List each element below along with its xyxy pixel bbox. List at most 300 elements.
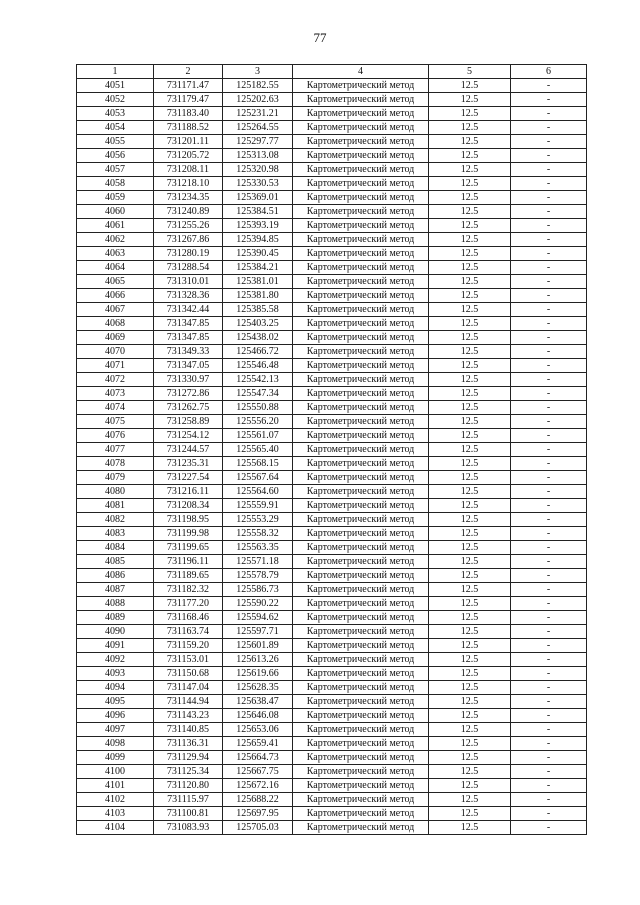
point-number-cell: 4056 <box>77 149 154 163</box>
point-number-cell: 4055 <box>77 135 154 149</box>
table-row <box>77 107 587 121</box>
method-cell: Картометрический метод <box>293 723 429 737</box>
accuracy-cell: 12.5 <box>429 331 511 345</box>
x-coordinate-cell: 731198.95 <box>154 513 223 527</box>
accuracy-cell: 12.5 <box>429 387 511 401</box>
accuracy-cell: 12.5 <box>429 219 511 233</box>
note-cell: - <box>511 597 587 611</box>
method-cell: Картометрический метод <box>293 583 429 597</box>
accuracy-cell: 12.5 <box>429 653 511 667</box>
table-row <box>77 499 587 513</box>
point-number-cell: 4100 <box>77 765 154 779</box>
note-cell: - <box>511 569 587 583</box>
point-number-cell: 4058 <box>77 177 154 191</box>
method-cell: Картометрический метод <box>293 345 429 359</box>
y-coordinate-cell: 125202.63 <box>223 93 293 107</box>
point-number-cell: 4068 <box>77 317 154 331</box>
table-row <box>77 751 587 765</box>
y-coordinate-cell: 125381.01 <box>223 275 293 289</box>
note-cell: - <box>511 107 587 121</box>
point-number-cell: 4066 <box>77 289 154 303</box>
y-coordinate-cell: 125664.73 <box>223 751 293 765</box>
point-number-cell: 4104 <box>77 821 154 835</box>
note-cell: - <box>511 779 587 793</box>
point-number-cell: 4063 <box>77 247 154 261</box>
accuracy-cell: 12.5 <box>429 373 511 387</box>
note-cell: - <box>511 317 587 331</box>
table-row <box>77 93 587 107</box>
table-row <box>77 163 587 177</box>
y-coordinate-cell: 125547.34 <box>223 387 293 401</box>
x-coordinate-cell: 731083.93 <box>154 821 223 835</box>
note-cell: - <box>511 261 587 275</box>
x-coordinate-cell: 731328.36 <box>154 289 223 303</box>
note-cell: - <box>511 135 587 149</box>
method-cell: Картометрический метод <box>293 513 429 527</box>
y-coordinate-cell: 125438.02 <box>223 331 293 345</box>
method-cell: Картометрический метод <box>293 317 429 331</box>
header-row <box>77 65 587 79</box>
table-row <box>77 485 587 499</box>
table-row <box>77 737 587 751</box>
x-coordinate-cell: 731227.54 <box>154 471 223 485</box>
note-cell: - <box>511 177 587 191</box>
note-cell: - <box>511 793 587 807</box>
x-coordinate-cell: 731189.65 <box>154 569 223 583</box>
coordinates-table <box>76 64 587 835</box>
accuracy-cell: 12.5 <box>429 415 511 429</box>
point-number-cell: 4077 <box>77 443 154 457</box>
note-cell: - <box>511 737 587 751</box>
table-row <box>77 289 587 303</box>
x-coordinate-cell: 731163.74 <box>154 625 223 639</box>
y-coordinate-cell: 125601.89 <box>223 639 293 653</box>
y-coordinate-cell: 125578.79 <box>223 569 293 583</box>
y-coordinate-cell: 125590.22 <box>223 597 293 611</box>
method-cell: Картометрический метод <box>293 219 429 233</box>
x-coordinate-cell: 731125.34 <box>154 765 223 779</box>
method-cell: Картометрический метод <box>293 177 429 191</box>
x-coordinate-cell: 731280.19 <box>154 247 223 261</box>
note-cell: - <box>511 625 587 639</box>
note-cell: - <box>511 247 587 261</box>
accuracy-cell: 12.5 <box>429 359 511 373</box>
note-cell: - <box>511 485 587 499</box>
point-number-cell: 4093 <box>77 667 154 681</box>
note-cell: - <box>511 583 587 597</box>
y-coordinate-cell: 125394.85 <box>223 233 293 247</box>
method-cell: Картометрический метод <box>293 107 429 121</box>
accuracy-cell: 12.5 <box>429 317 511 331</box>
y-coordinate-cell: 125697.95 <box>223 807 293 821</box>
method-cell: Картометрический метод <box>293 639 429 653</box>
note-cell: - <box>511 219 587 233</box>
note-cell: - <box>511 751 587 765</box>
method-cell: Картометрический метод <box>293 443 429 457</box>
table-row <box>77 583 587 597</box>
accuracy-cell: 12.5 <box>429 93 511 107</box>
y-coordinate-cell: 125559.91 <box>223 499 293 513</box>
accuracy-cell: 12.5 <box>429 541 511 555</box>
note-cell: - <box>511 163 587 177</box>
note-cell: - <box>511 331 587 345</box>
accuracy-cell: 12.5 <box>429 191 511 205</box>
table-row <box>77 695 587 709</box>
y-coordinate-cell: 125564.60 <box>223 485 293 499</box>
accuracy-cell: 12.5 <box>429 247 511 261</box>
x-coordinate-cell: 731136.31 <box>154 737 223 751</box>
point-number-cell: 4067 <box>77 303 154 317</box>
x-coordinate-cell: 731349.33 <box>154 345 223 359</box>
y-coordinate-cell: 125384.21 <box>223 261 293 275</box>
note-cell: - <box>511 359 587 373</box>
note-cell: - <box>511 205 587 219</box>
table-row <box>77 555 587 569</box>
point-number-cell: 4061 <box>77 219 154 233</box>
point-number-cell: 4101 <box>77 779 154 793</box>
y-coordinate-cell: 125297.77 <box>223 135 293 149</box>
note-cell: - <box>511 121 587 135</box>
x-coordinate-cell: 731199.65 <box>154 541 223 555</box>
table-body <box>77 79 587 835</box>
point-number-cell: 4074 <box>77 401 154 415</box>
method-cell: Картометрический метод <box>293 695 429 709</box>
x-coordinate-cell: 731153.01 <box>154 653 223 667</box>
method-cell: Картометрический метод <box>293 359 429 373</box>
y-coordinate-cell: 125672.16 <box>223 779 293 793</box>
x-coordinate-cell: 731143.23 <box>154 709 223 723</box>
y-coordinate-cell: 125688.22 <box>223 793 293 807</box>
table-row <box>77 821 587 835</box>
y-coordinate-cell: 125182.55 <box>223 79 293 93</box>
y-coordinate-cell: 125231.21 <box>223 107 293 121</box>
point-number-cell: 4094 <box>77 681 154 695</box>
table-row <box>77 667 587 681</box>
x-coordinate-cell: 731140.85 <box>154 723 223 737</box>
note-cell: - <box>511 233 587 247</box>
table-row <box>77 79 587 93</box>
note-cell: - <box>511 401 587 415</box>
accuracy-cell: 12.5 <box>429 527 511 541</box>
table-row <box>77 177 587 191</box>
table-row <box>77 401 587 415</box>
accuracy-cell: 12.5 <box>429 639 511 653</box>
point-number-cell: 4089 <box>77 611 154 625</box>
x-coordinate-cell: 731205.72 <box>154 149 223 163</box>
accuracy-cell: 12.5 <box>429 345 511 359</box>
method-cell: Картометрический метод <box>293 653 429 667</box>
x-coordinate-cell: 731201.11 <box>154 135 223 149</box>
method-cell: Картометрический метод <box>293 331 429 345</box>
accuracy-cell: 12.5 <box>429 149 511 163</box>
accuracy-cell: 12.5 <box>429 737 511 751</box>
x-coordinate-cell: 731240.89 <box>154 205 223 219</box>
y-coordinate-cell: 125546.48 <box>223 359 293 373</box>
column-header-6: 6 <box>511 65 587 79</box>
table-row <box>77 681 587 695</box>
x-coordinate-cell: 731258.89 <box>154 415 223 429</box>
table-row <box>77 709 587 723</box>
y-coordinate-cell: 125264.55 <box>223 121 293 135</box>
note-cell: - <box>511 555 587 569</box>
x-coordinate-cell: 731244.57 <box>154 443 223 457</box>
accuracy-cell: 12.5 <box>429 667 511 681</box>
method-cell: Картометрический метод <box>293 569 429 583</box>
x-coordinate-cell: 731267.86 <box>154 233 223 247</box>
note-cell: - <box>511 149 587 163</box>
x-coordinate-cell: 731254.12 <box>154 429 223 443</box>
x-coordinate-cell: 731208.11 <box>154 163 223 177</box>
method-cell: Картометрический метод <box>293 793 429 807</box>
accuracy-cell: 12.5 <box>429 163 511 177</box>
point-number-cell: 4081 <box>77 499 154 513</box>
point-number-cell: 4059 <box>77 191 154 205</box>
note-cell: - <box>511 275 587 289</box>
method-cell: Картометрический метод <box>293 247 429 261</box>
accuracy-cell: 12.5 <box>429 429 511 443</box>
point-number-cell: 4078 <box>77 457 154 471</box>
y-coordinate-cell: 125550.88 <box>223 401 293 415</box>
note-cell: - <box>511 415 587 429</box>
method-cell: Картометрический метод <box>293 261 429 275</box>
y-coordinate-cell: 125613.26 <box>223 653 293 667</box>
note-cell: - <box>511 387 587 401</box>
method-cell: Картометрический метод <box>293 499 429 513</box>
note-cell: - <box>511 765 587 779</box>
point-number-cell: 4070 <box>77 345 154 359</box>
y-coordinate-cell: 125393.19 <box>223 219 293 233</box>
column-header-4: 4 <box>293 65 429 79</box>
y-coordinate-cell: 125381.80 <box>223 289 293 303</box>
y-coordinate-cell: 125653.06 <box>223 723 293 737</box>
point-number-cell: 4086 <box>77 569 154 583</box>
y-coordinate-cell: 125586.73 <box>223 583 293 597</box>
x-coordinate-cell: 731347.85 <box>154 317 223 331</box>
accuracy-cell: 12.5 <box>429 289 511 303</box>
table-row <box>77 765 587 779</box>
table-row <box>77 653 587 667</box>
table-row <box>77 261 587 275</box>
y-coordinate-cell: 125568.15 <box>223 457 293 471</box>
point-number-cell: 4054 <box>77 121 154 135</box>
table-row <box>77 723 587 737</box>
point-number-cell: 4064 <box>77 261 154 275</box>
table-row <box>77 443 587 457</box>
y-coordinate-cell: 125597.71 <box>223 625 293 639</box>
method-cell: Картометрический метод <box>293 373 429 387</box>
note-cell: - <box>511 527 587 541</box>
point-number-cell: 4065 <box>77 275 154 289</box>
x-coordinate-cell: 731288.54 <box>154 261 223 275</box>
accuracy-cell: 12.5 <box>429 443 511 457</box>
point-number-cell: 4102 <box>77 793 154 807</box>
column-header-5: 5 <box>429 65 511 79</box>
method-cell: Картометрический метод <box>293 751 429 765</box>
x-coordinate-cell: 731159.20 <box>154 639 223 653</box>
accuracy-cell: 12.5 <box>429 751 511 765</box>
point-number-cell: 4088 <box>77 597 154 611</box>
x-coordinate-cell: 731310.01 <box>154 275 223 289</box>
x-coordinate-cell: 731255.26 <box>154 219 223 233</box>
y-coordinate-cell: 125369.01 <box>223 191 293 205</box>
table-row <box>77 303 587 317</box>
accuracy-cell: 12.5 <box>429 121 511 135</box>
note-cell: - <box>511 499 587 513</box>
table-row <box>77 513 587 527</box>
accuracy-cell: 12.5 <box>429 821 511 835</box>
table-row <box>77 471 587 485</box>
table-row <box>77 639 587 653</box>
x-coordinate-cell: 731342.44 <box>154 303 223 317</box>
x-coordinate-cell: 731129.94 <box>154 751 223 765</box>
x-coordinate-cell: 731235.31 <box>154 457 223 471</box>
method-cell: Картометрический метод <box>293 205 429 219</box>
y-coordinate-cell: 125330.53 <box>223 177 293 191</box>
x-coordinate-cell: 731179.47 <box>154 93 223 107</box>
point-number-cell: 4075 <box>77 415 154 429</box>
note-cell: - <box>511 709 587 723</box>
note-cell: - <box>511 289 587 303</box>
point-number-cell: 4051 <box>77 79 154 93</box>
y-coordinate-cell: 125403.25 <box>223 317 293 331</box>
y-coordinate-cell: 125563.35 <box>223 541 293 555</box>
point-number-cell: 4053 <box>77 107 154 121</box>
table-row <box>77 359 587 373</box>
method-cell: Картометрический метод <box>293 429 429 443</box>
method-cell: Картометрический метод <box>293 303 429 317</box>
y-coordinate-cell: 125390.45 <box>223 247 293 261</box>
note-cell: - <box>511 79 587 93</box>
y-coordinate-cell: 125320.98 <box>223 163 293 177</box>
x-coordinate-cell: 731120.80 <box>154 779 223 793</box>
point-number-cell: 4092 <box>77 653 154 667</box>
accuracy-cell: 12.5 <box>429 261 511 275</box>
point-number-cell: 4085 <box>77 555 154 569</box>
y-coordinate-cell: 125667.75 <box>223 765 293 779</box>
table-row <box>77 191 587 205</box>
accuracy-cell: 12.5 <box>429 471 511 485</box>
note-cell: - <box>511 471 587 485</box>
y-coordinate-cell: 125628.35 <box>223 681 293 695</box>
table-row <box>77 779 587 793</box>
table-row <box>77 275 587 289</box>
page-number: 77 <box>313 30 327 45</box>
table-row <box>77 415 587 429</box>
x-coordinate-cell: 731183.40 <box>154 107 223 121</box>
y-coordinate-cell: 125619.66 <box>223 667 293 681</box>
x-coordinate-cell: 731150.68 <box>154 667 223 681</box>
table-row <box>77 219 587 233</box>
table-row <box>77 331 587 345</box>
accuracy-cell: 12.5 <box>429 233 511 247</box>
point-number-cell: 4073 <box>77 387 154 401</box>
note-cell: - <box>511 807 587 821</box>
point-number-cell: 4057 <box>77 163 154 177</box>
y-coordinate-cell: 125705.03 <box>223 821 293 835</box>
method-cell: Картометрический метод <box>293 709 429 723</box>
note-cell: - <box>511 345 587 359</box>
y-coordinate-cell: 125558.32 <box>223 527 293 541</box>
table-row <box>77 205 587 219</box>
method-cell: Картометрический метод <box>293 275 429 289</box>
method-cell: Картометрический метод <box>293 79 429 93</box>
point-number-cell: 4083 <box>77 527 154 541</box>
method-cell: Картометрический метод <box>293 667 429 681</box>
accuracy-cell: 12.5 <box>429 303 511 317</box>
accuracy-cell: 12.5 <box>429 177 511 191</box>
accuracy-cell: 12.5 <box>429 513 511 527</box>
y-coordinate-cell: 125542.13 <box>223 373 293 387</box>
table-row <box>77 387 587 401</box>
accuracy-cell: 12.5 <box>429 79 511 93</box>
point-number-cell: 4090 <box>77 625 154 639</box>
x-coordinate-cell: 731171.47 <box>154 79 223 93</box>
point-number-cell: 4099 <box>77 751 154 765</box>
table-row <box>77 807 587 821</box>
method-cell: Картометрический метод <box>293 415 429 429</box>
method-cell: Картометрический метод <box>293 135 429 149</box>
point-number-cell: 4098 <box>77 737 154 751</box>
column-header-2: 2 <box>154 65 223 79</box>
method-cell: Картометрический метод <box>293 233 429 247</box>
note-cell: - <box>511 541 587 555</box>
method-cell: Картометрический метод <box>293 527 429 541</box>
note-cell: - <box>511 723 587 737</box>
x-coordinate-cell: 731199.98 <box>154 527 223 541</box>
y-coordinate-cell: 125561.07 <box>223 429 293 443</box>
point-number-cell: 4103 <box>77 807 154 821</box>
x-coordinate-cell: 731262.75 <box>154 401 223 415</box>
note-cell: - <box>511 513 587 527</box>
method-cell: Картометрический метод <box>293 149 429 163</box>
point-number-cell: 4060 <box>77 205 154 219</box>
method-cell: Картометрический метод <box>293 765 429 779</box>
point-number-cell: 4076 <box>77 429 154 443</box>
x-coordinate-cell: 731168.46 <box>154 611 223 625</box>
method-cell: Картометрический метод <box>293 779 429 793</box>
x-coordinate-cell: 731216.11 <box>154 485 223 499</box>
accuracy-cell: 12.5 <box>429 709 511 723</box>
method-cell: Картометрический метод <box>293 737 429 751</box>
accuracy-cell: 12.5 <box>429 695 511 709</box>
accuracy-cell: 12.5 <box>429 401 511 415</box>
accuracy-cell: 12.5 <box>429 107 511 121</box>
x-coordinate-cell: 731208.34 <box>154 499 223 513</box>
point-number-cell: 4091 <box>77 639 154 653</box>
note-cell: - <box>511 667 587 681</box>
table-header <box>77 65 587 79</box>
accuracy-cell: 12.5 <box>429 485 511 499</box>
method-cell: Картометрический метод <box>293 821 429 835</box>
method-cell: Картометрический метод <box>293 597 429 611</box>
note-cell: - <box>511 639 587 653</box>
x-coordinate-cell: 731347.05 <box>154 359 223 373</box>
point-number-cell: 4071 <box>77 359 154 373</box>
table-row <box>77 345 587 359</box>
accuracy-cell: 12.5 <box>429 681 511 695</box>
table-row <box>77 625 587 639</box>
y-coordinate-cell: 125571.18 <box>223 555 293 569</box>
x-coordinate-cell: 731218.10 <box>154 177 223 191</box>
note-cell: - <box>511 429 587 443</box>
method-cell: Картометрический метод <box>293 387 429 401</box>
y-coordinate-cell: 125553.29 <box>223 513 293 527</box>
accuracy-cell: 12.5 <box>429 457 511 471</box>
method-cell: Картометрический метод <box>293 681 429 695</box>
table-row <box>77 247 587 261</box>
accuracy-cell: 12.5 <box>429 205 511 219</box>
point-number-cell: 4084 <box>77 541 154 555</box>
